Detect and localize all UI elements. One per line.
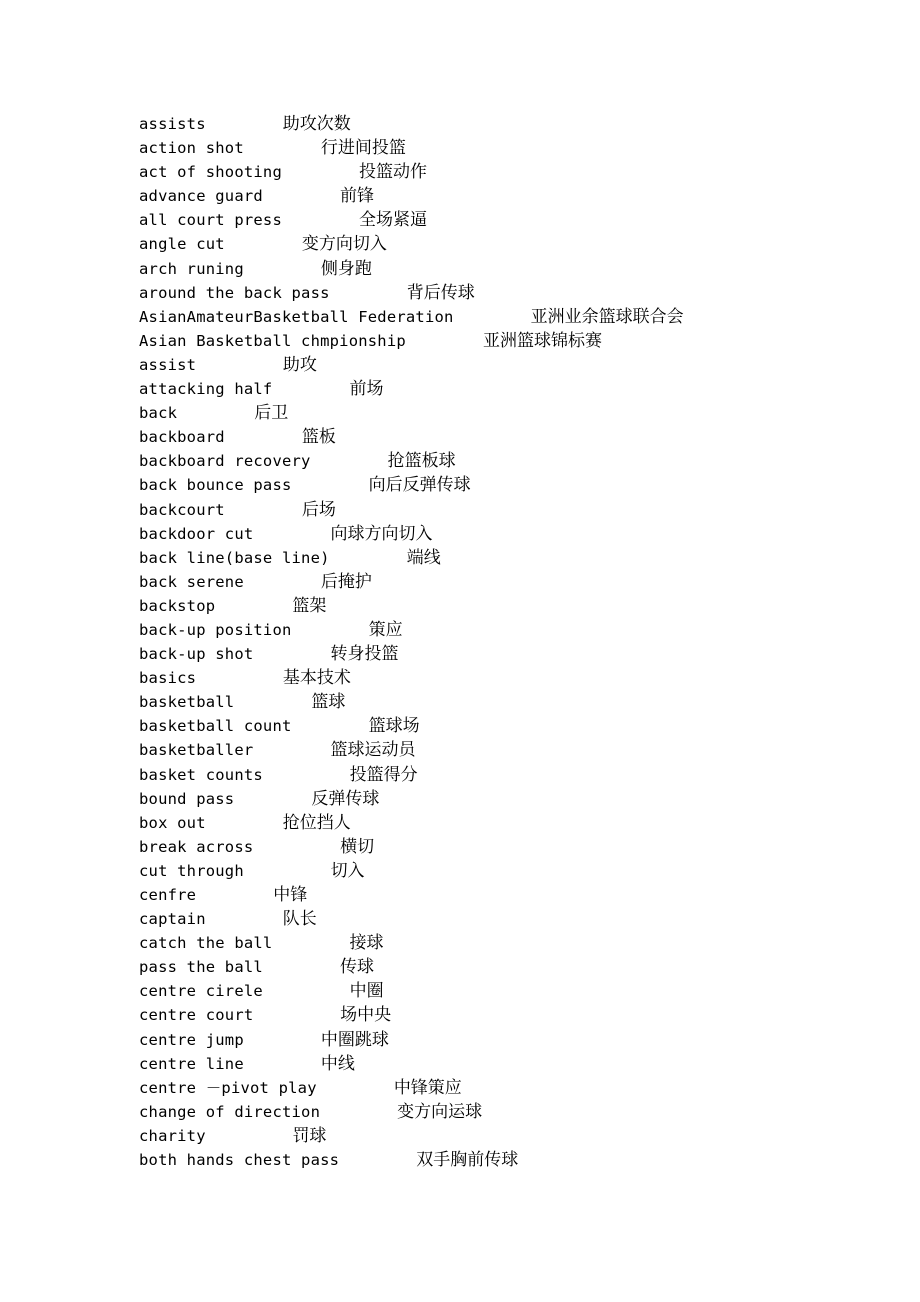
term-spacer	[225, 427, 302, 446]
term-spacer	[292, 475, 369, 494]
term-english: cut through	[139, 861, 244, 880]
glossary-entry	[139, 522, 879, 546]
term-spacer	[263, 765, 350, 784]
term-chinese: 向球方向切入	[330, 523, 433, 544]
glossary-entry	[139, 1148, 879, 1172]
term-english: Asian Basketball chmpionship	[139, 331, 406, 350]
term-chinese: 向后反弹传球	[368, 475, 471, 496]
term-spacer	[292, 716, 369, 735]
term-english: back line(base line)	[139, 548, 330, 567]
term-chinese: 篮球场	[368, 716, 420, 737]
glossary-entry	[139, 642, 879, 666]
term-chinese: 亚洲业余篮球联合会	[530, 306, 684, 327]
glossary-entry	[139, 1003, 879, 1027]
glossary-entry	[139, 401, 879, 425]
term-spacer	[320, 1102, 397, 1121]
term-spacer	[196, 668, 283, 687]
term-spacer	[292, 620, 369, 639]
term-english: act of shooting	[139, 163, 282, 182]
glossary-entry	[139, 738, 879, 762]
term-english: around the back pass	[139, 283, 330, 302]
term-english: captain	[139, 910, 206, 929]
glossary-list	[139, 112, 879, 1172]
term-english: centre jump	[139, 1030, 244, 1049]
term-spacer	[206, 1126, 293, 1145]
term-chinese: 变方向运球	[397, 1101, 483, 1122]
term-spacer	[244, 259, 321, 278]
term-chinese: 传球	[339, 957, 374, 978]
term-chinese: 前场	[349, 379, 384, 400]
term-chinese: 后卫	[254, 403, 289, 424]
term-english: both hands chest pass	[139, 1151, 340, 1170]
term-english: cenfre	[139, 886, 197, 904]
glossary-entry	[139, 666, 879, 690]
term-chinese: 转身投篮	[330, 644, 399, 665]
term-spacer	[225, 500, 302, 519]
term-spacer	[263, 957, 340, 976]
term-spacer	[253, 1005, 340, 1024]
term-spacer	[253, 740, 330, 759]
term-chinese: 变方向切入	[301, 234, 387, 255]
term-spacer	[206, 114, 283, 133]
term-spacer	[244, 1054, 321, 1073]
term-spacer	[263, 981, 350, 1000]
glossary-entry	[139, 1028, 879, 1052]
term-english: attacking half	[139, 380, 273, 399]
term-spacer	[317, 1078, 394, 1097]
term-chinese: 横切	[340, 836, 375, 857]
term-english: back bounce pass	[139, 476, 292, 495]
term-chinese: 中线	[320, 1053, 355, 1074]
term-chinese: 助攻次数	[282, 114, 351, 134]
term-spacer	[244, 861, 331, 880]
term-spacer	[234, 789, 311, 808]
term-chinese: 篮球运动员	[330, 740, 416, 761]
term-spacer	[206, 909, 283, 928]
glossary-entry	[139, 473, 879, 497]
term-spacer	[244, 572, 321, 591]
term-spacer	[196, 355, 283, 374]
term-chinese: 中锋策应	[393, 1077, 462, 1098]
term-spacer	[253, 524, 330, 543]
term-english: change of direction	[139, 1102, 321, 1121]
term-english: angle cut	[139, 235, 225, 254]
term-chinese: 切入	[330, 860, 365, 881]
term-english: AsianAmateurBasketball Federation	[139, 307, 454, 326]
glossary-entry	[139, 305, 879, 329]
glossary-entry	[139, 690, 879, 714]
glossary-entry	[139, 979, 879, 1003]
term-spacer	[225, 234, 302, 253]
term-english: back	[139, 404, 178, 423]
glossary-entry	[139, 835, 879, 859]
term-chinese: 行进间投篮	[320, 138, 406, 159]
term-english: catch the ball	[139, 934, 273, 953]
term-english: centre cirele	[139, 982, 263, 1001]
term-chinese: 助攻	[282, 354, 317, 375]
term-spacer	[234, 692, 311, 711]
term-english: bound pass	[139, 789, 235, 808]
term-chinese: 投篮动作	[359, 162, 428, 183]
glossary-entry	[139, 377, 879, 401]
term-chinese: 中圈跳球	[320, 1029, 389, 1050]
glossary-entry	[139, 1076, 879, 1100]
term-chinese: 中圈	[349, 981, 384, 1002]
glossary-entry	[139, 1124, 879, 1148]
glossary-entry	[139, 353, 879, 377]
term-english: basket counts	[139, 765, 263, 784]
term-spacer	[244, 138, 321, 157]
glossary-entry	[139, 281, 879, 305]
glossary-entry	[139, 160, 879, 184]
term-english: basketballer	[139, 741, 254, 760]
term-english: back-up position	[139, 620, 292, 639]
term-spacer	[311, 451, 388, 470]
term-chinese: 罚球	[292, 1125, 327, 1146]
term-english: action shot	[139, 139, 244, 158]
term-spacer	[206, 813, 283, 832]
glossary-entry	[139, 425, 879, 449]
term-chinese: 反弹传球	[311, 788, 380, 809]
term-chinese: 后场	[301, 499, 336, 520]
term-english: backboard	[139, 428, 225, 447]
term-english: backstop	[139, 596, 216, 615]
term-english: back-up shot	[139, 645, 254, 664]
term-english: centre court	[139, 1006, 254, 1025]
glossary-entry	[139, 787, 879, 811]
term-english: centre line	[139, 1054, 244, 1073]
glossary-entry	[139, 498, 879, 522]
term-english: backboard recovery	[139, 452, 311, 471]
glossary-entry	[139, 112, 879, 136]
term-chinese: 中锋	[273, 885, 308, 905]
glossary-entry	[139, 955, 879, 979]
glossary-entry	[139, 546, 879, 570]
term-chinese: 端线	[406, 547, 441, 568]
glossary-entry	[139, 184, 879, 208]
term-chinese: 侧身跑	[320, 258, 372, 279]
glossary-entry	[139, 570, 879, 594]
term-english: advance guard	[139, 187, 263, 206]
term-chinese: 亚洲篮球锦标赛	[482, 330, 602, 351]
term-spacer	[253, 837, 340, 856]
glossary-entry	[139, 883, 879, 907]
term-spacer	[406, 331, 483, 350]
term-english: charity	[139, 1126, 206, 1145]
term-english: back serene	[139, 572, 244, 591]
term-english: basketball count	[139, 717, 292, 736]
glossary-entry	[139, 257, 879, 281]
glossary-entry	[139, 763, 879, 787]
term-english: pass the ball	[139, 958, 263, 977]
term-english: backcourt	[139, 500, 225, 519]
glossary-entry	[139, 329, 879, 353]
term-spacer	[196, 885, 273, 904]
term-spacer	[215, 596, 292, 615]
term-chinese: 全场紧逼	[359, 210, 428, 231]
term-chinese: 基本技术	[282, 668, 351, 689]
term-chinese: 双手胸前传球	[416, 1150, 519, 1171]
term-spacer	[282, 162, 359, 181]
term-chinese: 接球	[349, 933, 384, 954]
glossary-entry	[139, 449, 879, 473]
glossary-entry	[139, 714, 879, 738]
glossary-entry	[139, 1100, 879, 1124]
term-chinese: 投篮得分	[349, 764, 418, 785]
term-chinese: 策应	[368, 619, 403, 640]
term-chinese: 抢位挡人	[282, 812, 351, 833]
term-chinese: 篮板	[301, 427, 336, 448]
term-chinese: 篮架	[292, 595, 327, 616]
term-english: basics	[139, 669, 197, 688]
term-chinese: 抢篮板球	[387, 451, 456, 472]
term-english: box out	[139, 813, 206, 832]
term-chinese: 场中央	[340, 1005, 392, 1026]
term-english: assists	[139, 115, 206, 133]
glossary-entry	[139, 859, 879, 883]
term-chinese: 前锋	[339, 186, 374, 207]
term-english: backdoor cut	[139, 524, 254, 543]
glossary-entry	[139, 811, 879, 835]
term-spacer	[339, 1150, 416, 1169]
glossary-entry	[139, 208, 879, 232]
term-english: break across	[139, 837, 254, 856]
term-english: all court press	[139, 211, 282, 230]
term-spacer	[253, 644, 330, 663]
glossary-entry	[139, 907, 879, 931]
term-chinese: 队长	[282, 909, 317, 930]
glossary-entry	[139, 931, 879, 955]
term-chinese: 后掩护	[320, 571, 372, 592]
term-spacer	[272, 933, 349, 952]
term-spacer	[263, 186, 340, 205]
term-chinese: 背后传球	[406, 282, 475, 303]
term-spacer	[177, 403, 254, 422]
term-spacer	[272, 379, 349, 398]
term-english: basketball	[139, 693, 235, 712]
glossary-entry	[139, 136, 879, 160]
term-english: centre －pivot play	[139, 1078, 317, 1097]
term-spacer	[244, 1030, 321, 1049]
term-spacer	[330, 283, 407, 302]
term-english: assist	[139, 355, 197, 374]
glossary-entry	[139, 594, 879, 618]
term-spacer	[282, 210, 359, 229]
glossary-entry	[139, 618, 879, 642]
term-english: arch runing	[139, 259, 244, 278]
term-spacer	[330, 548, 407, 567]
term-chinese: 篮球	[311, 692, 346, 713]
term-spacer	[454, 307, 531, 326]
glossary-entry	[139, 232, 879, 256]
glossary-entry	[139, 1052, 879, 1076]
